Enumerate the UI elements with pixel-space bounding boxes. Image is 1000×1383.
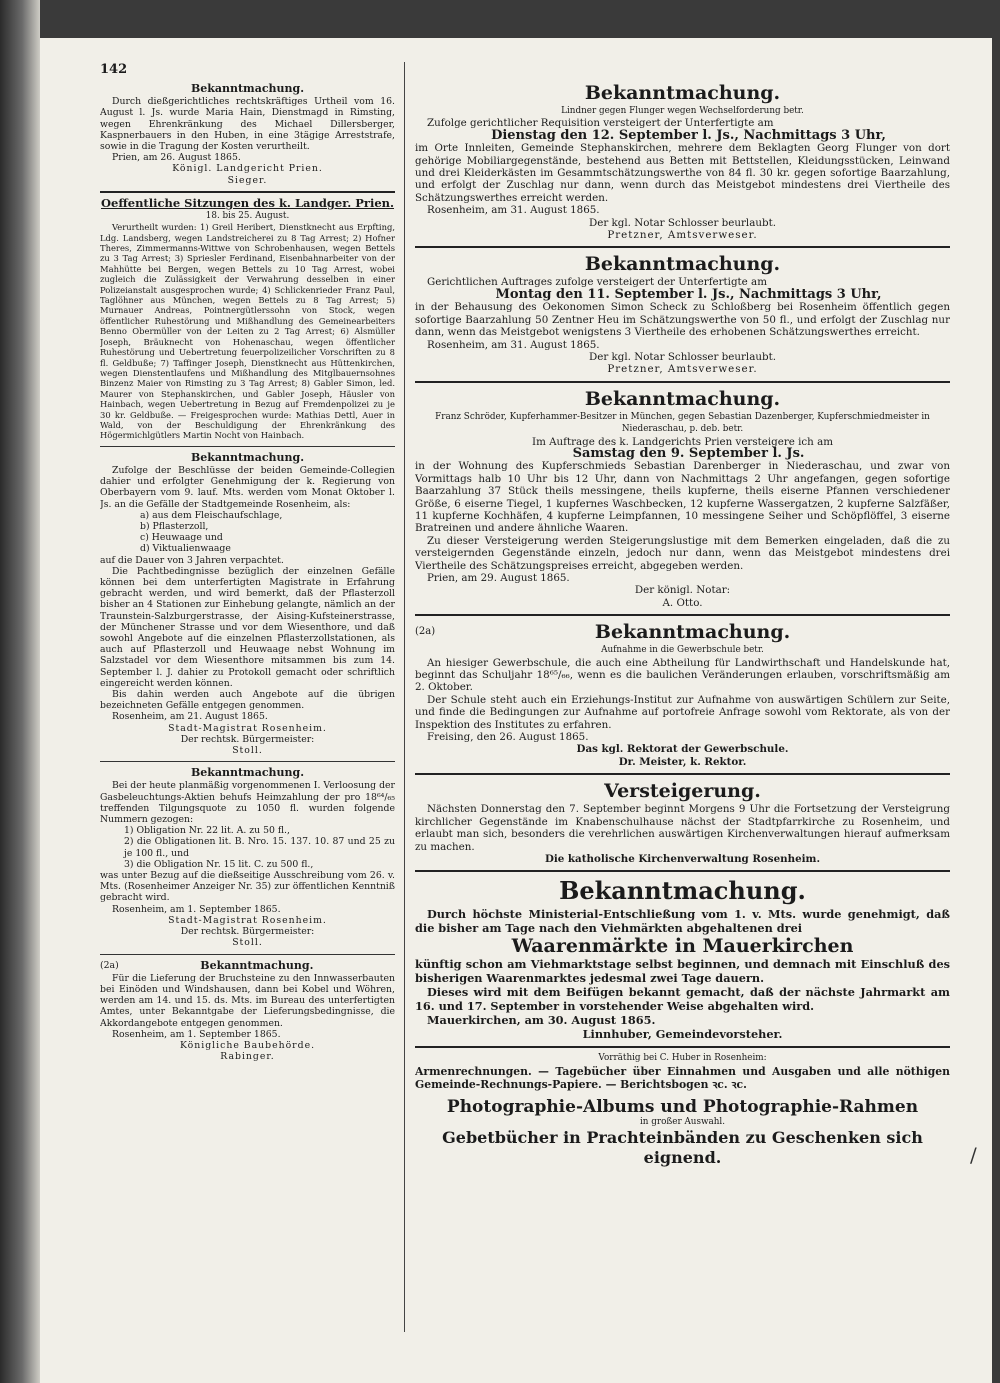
notice-signature: Die katholische Kirchenverwaltung Rosenheim. xyxy=(544,852,821,865)
auction-date: Dienstag den 12. September l. Js., Nachmittags 3 Uhr, xyxy=(491,127,886,143)
notice-title: Oeffentliche Sitzungen des k. Landger. Prien. xyxy=(100,195,395,210)
notice-text: Armenrechnungen. — Tagebücher über Einnahmen und Ausgaben und alle nöthigen Gemeinde-Rechnungs-Papiere. — Berichtsbogen ꝛc. ꝛc. xyxy=(415,1064,950,1091)
advert-small: in großer Auswahl. xyxy=(639,1116,726,1127)
notice-title: Bekanntmachung. xyxy=(190,450,305,464)
notice-date: Rosenheim, am 21. August 1865. xyxy=(112,711,268,723)
notice-date: Freising, den 26. August 1865. xyxy=(427,731,589,744)
right-column xyxy=(415,80,950,1168)
notice-flunger xyxy=(415,82,950,241)
book-gutter xyxy=(0,0,40,1383)
divider xyxy=(100,446,395,447)
notice-date: Rosenheim, am 31. August 1865. xyxy=(427,338,600,351)
notice-title: Bekanntmachung. xyxy=(594,621,791,644)
notice-text: Im Auftrage des k. Landgerichts Prien versteigere ich am xyxy=(532,435,833,448)
notice-subtitle: Aufnahme in die Gewerbschule betr. xyxy=(601,645,764,656)
notice-text: auf die Dauer von 3 Jahren verpachtet. xyxy=(100,554,284,566)
notice-text: im Orte Innleiten, Gemeinde Stephanskirchen, mehrere dem Beklagten Georg Flunger von dort gehörige Mobiliargegenstände, bestehend aus Betten mit Bettstellen, Kleidungsstücken, Leinwand und drei Kleiderkästen im Gesammtschätzungswerthe von 84 fl. 30 kr. gegen sofortige Baarzahlung, und erfolgt der Zuschlag nur dann, wenn durch das Meistgebot mindestens drei Viertheile des Schätzungswerthes erreicht werden. xyxy=(415,142,950,204)
divider xyxy=(415,773,950,775)
auction-date: Samstag den 9. September l. Js. xyxy=(572,445,805,461)
notice-huber xyxy=(415,1053,950,1167)
notice-text: Nächsten Donnerstag den 7. September beginnt Morgens 9 Uhr die Fortsetzung der Versteigrung kirchlicher Gegenstände im Knabenschulhause nächst der Stadtpfarrkirche zu Rosenheim, und erlaubt man sich, besonders die verehrlichen auswärtigen Kirchenverwaltungen hierauf aufmerksam zu machen. xyxy=(415,803,950,853)
auction-date: Montag den 11. September l. Js., Nachmittags 3 Uhr, xyxy=(495,286,882,302)
notice-sitzungen xyxy=(100,195,395,441)
notice-signature: Königl. Landgericht Prien. xyxy=(172,163,323,175)
notice-subtitle: Franz Schröder, Kupferhammer-Besitzer in München, gegen Sebastian Dazenberger, Kupferschmiedmeister in Niederaschau, p. deb. betr. xyxy=(435,411,930,435)
notice-text: Für die Lieferung der Bruchsteine zu den Innwasserbauten bei Einöden und Windshausen, dann bei Kobel und Wöhren, werden am 14. und 15. ds. Mts. im Bureau des unterfertigten Amtes, unter Bekanntgabe der Lieferungsbedingnisse, die Akkordangebote entgegen genommen. xyxy=(100,972,395,1029)
notice-title: Bekanntmachung. xyxy=(584,82,781,104)
notice-text: Durch höchste Ministerial-Entschließung vom 1. v. Mts. wurde genehmigt, daß die bisher am Tage nach den Viehmärkten abgehaltenen drei xyxy=(415,907,950,936)
notice-title: Bekanntmachung. xyxy=(190,766,305,780)
notice-text: in der Wohnung des Kupferschmieds Sebastian Darenberger in Niederaschau, und zwar von Vormittags halb 10 Uhr bis 12 Uhr, dann von Nachmittags 2 Uhr angefangen, gegen sofortige Baarzahlung 37 Stück theils messingene, theils kupferne, theils eiserne Pfannen verschiedener Größe, 6 eiserne Tiegel, 1 kupfernes Waschbecken, 12 kupferne Wassergatzen, 2 kupferne Salzfäßer, 11 kupferne Kochhäfen, 4 kupferne Leimpfannen, 10 messingene Seiher und Schöpflöffel, 3 eiserne Bratreinen und andere ähnliche Waaren. xyxy=(415,460,950,535)
list-item: d) Viktualienwaage xyxy=(140,543,231,555)
notice-maerkte xyxy=(415,877,950,1041)
notice-title: Bekanntmachung. xyxy=(559,876,806,906)
divider xyxy=(100,191,395,193)
notice-text: Bis dahin werden auch Angebote auf die übrigen bezeichneten Gefälle entgegen genommen. xyxy=(100,689,395,712)
notice-signature-name: A. Otto. xyxy=(662,596,703,609)
notice-text: Die Pachtbedingnisse bezüglich der einzelnen Gefälle können bei dem unterfertigten Magistrate in Erfahrung gebracht werden, und wird bemerkt, daß der Pflasterzoll bisher an 4 Stationen zur Einhebung gelangte, nämlich an der Traunstein-Salzburgerstrasse, der Aising-Kufsteinerstrasse, der Münchener Strasse und vor dem Wiesenthore, und daß sowohl Angebote auf die einzelnen Pflasterzollstationen, als auch auf Pflasterzoll und Heuwaage nebst Wohnung im Salzstadel vor dem Wiesenthore mitsammen bis zum 14. September l. J. dahier zu Protokoll gemacht oder schriftlich eingereicht werden können. xyxy=(100,565,395,689)
advert-prayerbooks: Gebetbücher in Prachteinbänden zu Geschenken sich eignend. xyxy=(442,1127,923,1167)
notice-signature-name: Dr. Meister, k. Rektor. xyxy=(618,755,747,768)
list-item: 2) die Obligationen lit. B. Nro. 15. 137. 10. 87 und 25 zu je 100 fl., und xyxy=(124,836,395,859)
notice-title: Bekanntmachung. xyxy=(584,387,781,410)
notice-date: Rosenheim, am 1. September 1865. xyxy=(112,1028,281,1040)
notice-signature: Stadt-Magistrat Rosenheim. xyxy=(168,722,327,734)
notice-kupfer xyxy=(415,388,950,610)
notice-signature-name: Stoll. xyxy=(232,745,263,757)
notice-signature: Der königl. Notar: xyxy=(634,584,731,597)
notice-text: Verurtheilt wurden: 1) Greil Heribert, Dienstknecht aus Erpfting, Ldg. Landsberg, wegen Landstreicherei zu 8 Tag Arrest; 2) Hofner Theres, Zimmermanns-Wittwe von Schrobenhausen, wegen Bettels zu 3 Tag Arrest; 3) Spriesler Ferdinand, Eisenbahnarbeiter von der Mahhütte bei Bergen, wegen Bettels zu 10 Tag Arrest, wobei zugleich die Zulässigkeit der Verwahrung desselben in einer Polizeianstalt ausgesprochen wurde; 4) Schlickenrieder Franz Paul, Taglöhner aus München, wegen Bettels zu 8 Tag Arrest; 5) Murnauer Andreas, Pointnergütlerssohn von Stock, wegen öffentlicher Ruhestörung und Mißhandlung des Gemeinearbeiters Benno Obermüller von der Leiten zu 2 Tag Arrest; 6) Alsmüller Joseph, Bräuknecht von Hohenaschau, wegen öffentlicher Ruhestörung und Uebertretung feuerpolizeilicher Vorschriften zu 8 fl. Geldbuße; 7) Taffinger Joseph, Dienstknecht aus Hüttenkirchen, wegen Dienstentlaufens und Mißhandlung des Mitglbauernsohnes Binzenz Maier von Rimsting zu 3 Tag Arrest; 8) Gabler Simon, led. Maurer von Stephanskirchen, und Gabler Joseph, Häusler von Hainbach, wegen Uebertretung in Bezug auf Fremdenpolizei zu je 30 kr. Geldbuße. — Freigesprochen wurde: Mathias Dettl, Auer in Wald, von der Beschuldigung der Ehrenkränkung des Högermichlgütlers Martin Nocht von Hainbach. xyxy=(100,222,395,441)
notice-date: Rosenheim, am 31. August 1865. xyxy=(427,204,600,217)
list-item: b) Pflasterzoll, xyxy=(140,520,209,532)
notice-text: Der Schule steht auch ein Erziehungs-Institut zur Aufnahme von auswärtigen Schülern zur Seite, und finde die Bedingungen zur Aufnahme auf portofreie Anfrage sowohl vom Rektorate, als von der Inspektion des Institutes zu erfahren. xyxy=(415,693,950,731)
notice-urtheil xyxy=(100,83,395,186)
list-item: a) aus dem Fleischaufschlage, xyxy=(140,509,283,521)
notice-text: in der Behausung des Oekonomen Simon Scheck zu Schloßberg bei Rosenheim öffentlich gegen sofortige Baarzahlung 50 Zentner Heu im Schätzungswerthe von 50 fl., und erfolgt der Zuschlag nur dann, wenn das Meistgebot wenigstens 3 Viertheile des erhobenen Schätzungswerthes erreicht. xyxy=(415,301,950,339)
notice-subtitle: 18. bis 25. August. xyxy=(205,211,290,222)
notice-gasactien xyxy=(100,767,395,948)
notice-signature-name: Pretzner, Amtsverweser. xyxy=(607,229,758,242)
notice-signature: Der kgl. Notar Schlosser beurlaubt. xyxy=(588,216,776,229)
notice-text: Zufolge gerichtlicher Requisition versteigert der Unterfertigte am xyxy=(427,117,774,130)
list-item: 1) Obligation Nr. 22 lit. A. zu 50 fl., xyxy=(124,825,290,837)
notice-heu xyxy=(415,253,950,375)
advert-albums: Photographie-Albums und Photographie-Rahmen xyxy=(446,1096,919,1117)
divider xyxy=(415,1046,950,1048)
notice-gefaelle xyxy=(100,452,395,756)
notice-signature: Der rechtsk. Bürgermeister: xyxy=(180,733,315,745)
notice-date: Prien, am 26. August 1865. xyxy=(112,152,241,164)
market-headline: Waarenmärkte in Mauerkirchen xyxy=(511,935,854,958)
notice-text: Zufolge der Beschlüsse der beiden Gemeinde-Collegien dahier und erfolgter Genehmigung der k. Regierung von Oberbayern vom 9. lauf. Mts. werden vom Monat Oktober l. Js. an die Gefälle der Stadtgemeinde Rosenheim, als: xyxy=(100,464,395,510)
notice-signature-name: Rabinger. xyxy=(220,1051,275,1063)
notice-title: Bekanntmachung. xyxy=(584,253,781,276)
list-item: c) Heuwaage und xyxy=(140,532,223,544)
notice-text: Durch dießgerichtliches rechtskräftiges Urtheil vom 16. August l. Js. wurde Maria Hain, Dienstmagd in Rimsting, wegen Ehrenkränkung des Michael Dillersberger, Kaspnerbauers in den Huben, in eine 3tägige Arreststrafe, sowie in die Tragung der Kosten verurtheilt. xyxy=(100,96,395,153)
notice-text: Bei der heute planmäßig vorgenommenen I. Verloosung der Gasbeleuchtungs-Aktien behufs Heimzahlung der pro 18⁶⁴/₆₅ treffenden Tilgungsquote zu 1050 fl. wurden folgende Nummern gezogen: xyxy=(100,780,395,826)
notice-bruchsteine xyxy=(100,960,395,1063)
notice-signature-name: Stoll. xyxy=(232,937,263,949)
left-column xyxy=(100,80,395,1062)
page-number: 142 xyxy=(100,62,128,77)
notice-signature-name: Sieger. xyxy=(227,174,268,186)
notice-text: was unter Bezug auf die dießseitige Ausschreibung vom 26. v. Mts. (Rosenheimer Anzeiger Nr. 35) zur öffentlichen Kenntniß gebracht wird. xyxy=(100,870,395,904)
notice-title: Versteigerung. xyxy=(604,780,761,803)
notice-date: Prien, am 29. August 1865. xyxy=(427,572,570,584)
notice-date: Mauerkirchen, am 30. August 1865. xyxy=(427,1013,656,1028)
notice-text: künftig schon am Viehmarktstage selbst beginnen, und demnach mit Einschluß des bisherigen Waarenmarktes jedesmal zwei Tage dauern. xyxy=(415,957,950,986)
notice-title: Bekanntmachung. xyxy=(190,82,305,95)
notice-title: Bekanntmachung. xyxy=(200,958,314,972)
notice-header: Vorräthig bei C. Huber in Rosenheim: xyxy=(598,1053,767,1064)
notice-signature: Linnhuber, Gemeindevorsteher. xyxy=(582,1027,783,1042)
notice-signature: Stadt-Magistrat Rosenheim. xyxy=(168,914,327,926)
notice-text: Gerichtlichen Auftrages zufolge versteigert der Unterfertigte am xyxy=(427,276,767,289)
notice-text: Dieses wird mit dem Beifügen bekannt gemacht, daß der nächste Jahrmarkt am 16. und 17. September in vorstehender Weise abgehalten wird. xyxy=(415,985,950,1014)
divider xyxy=(415,870,950,872)
notice-date: Rosenheim, am 1. September 1865. xyxy=(112,903,281,915)
divider xyxy=(100,954,395,955)
margin-mark: / xyxy=(970,1143,977,1167)
notice-subtitle: Lindner gegen Flunger wegen Wechselforderung betr. xyxy=(561,106,804,116)
divider xyxy=(415,614,950,616)
list-item: 3) die Obligation Nr. 15 lit. C. zu 500 fl., xyxy=(124,858,314,870)
column-rule xyxy=(404,62,405,1332)
notice-tag: (2a) xyxy=(100,959,119,971)
notice-signature: Das kgl. Rektorat der Gewerbschule. xyxy=(576,743,789,756)
notice-versteigerung xyxy=(415,780,950,865)
notice-gewerbschule xyxy=(415,621,950,768)
divider xyxy=(415,381,950,383)
notice-signature: Der kgl. Notar Schlosser beurlaubt. xyxy=(588,350,776,363)
divider xyxy=(415,246,950,248)
divider xyxy=(100,761,395,762)
notice-signature: Der rechtsk. Bürgermeister: xyxy=(180,926,315,938)
notice-text: An hiesiger Gewerbschule, die auch eine Abtheilung für Landwirthschaft und Handelskunde hat, beginnt das Schuljahr 18⁶⁵/₆₆, wenn es die baulichen Veränderungen erlauben, vorschriftsmäßig am 2. Oktober. xyxy=(415,656,950,694)
notice-tag: (2a) xyxy=(415,626,436,638)
notice-signature-name: Pretzner, Amtsverweser. xyxy=(607,363,758,376)
notice-signature: Königliche Baubehörde. xyxy=(179,1039,316,1051)
notice-text: Zu dieser Versteigerung werden Steigerungslustige mit dem Bemerken eingeladen, daß die zu versteigernden Gegenstände einzeln, jedoch nur dann, wenn das Meistgebot mindestens drei Viertheile des Schätzungspreises erreicht, abgegeben werden. xyxy=(415,534,950,572)
